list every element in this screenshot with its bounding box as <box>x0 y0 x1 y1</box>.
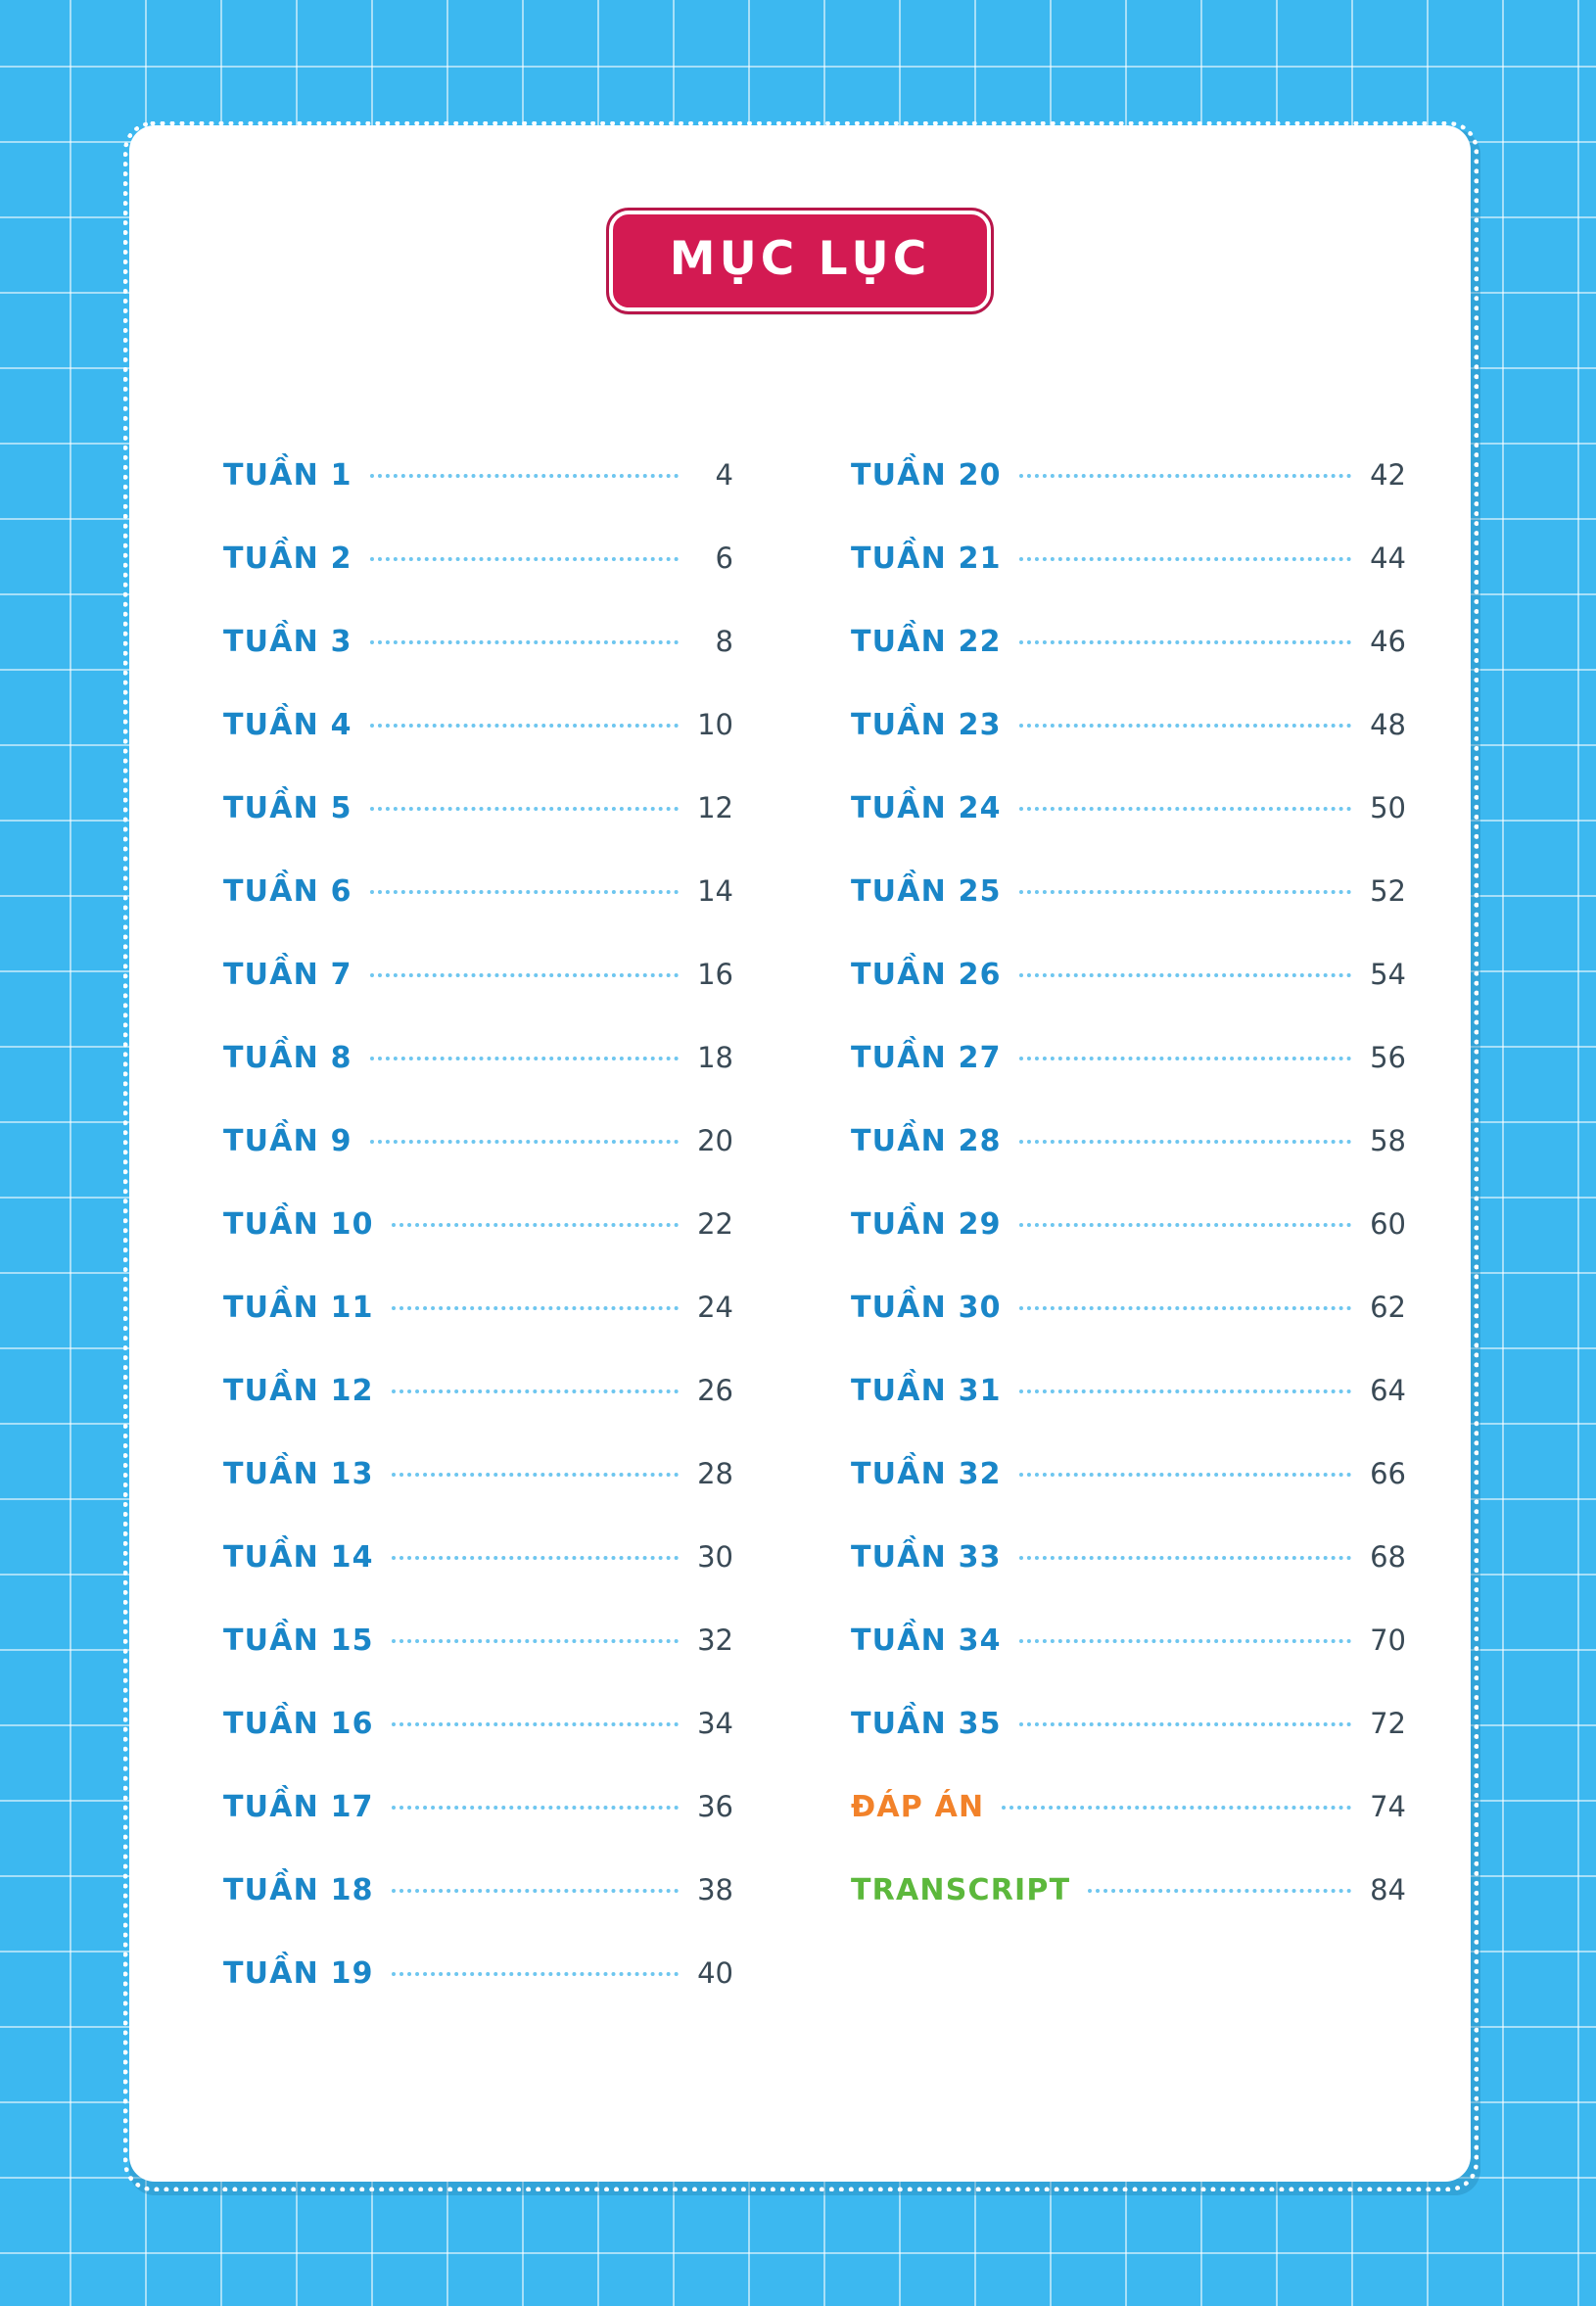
toc-entry-label: TUẦN 16 <box>223 1707 374 1741</box>
toc-dot-leader <box>1019 1389 1351 1393</box>
toc-entry[interactable] <box>223 458 733 541</box>
toc-dot-leader <box>1019 1639 1351 1643</box>
toc-entry-page-number: 22 <box>697 1207 733 1241</box>
toc-dot-leader <box>370 1057 679 1060</box>
toc-dot-leader <box>370 724 679 728</box>
toc-entry-page-number: 70 <box>1370 1624 1406 1657</box>
toc-entry-page-number: 56 <box>1370 1041 1406 1074</box>
toc-entry[interactable] <box>223 958 733 1041</box>
toc-dot-leader <box>1019 1223 1351 1227</box>
toc-dot-leader <box>1019 1306 1351 1310</box>
toc-entry-page-number: 14 <box>697 874 733 908</box>
toc-entry[interactable] <box>223 1707 733 1790</box>
toc-entry-label: TUẦN 30 <box>851 1291 1002 1325</box>
toc-dot-leader <box>1019 1556 1351 1560</box>
toc-entry[interactable] <box>851 791 1406 874</box>
toc-entry-label: TUẦN 11 <box>223 1291 374 1325</box>
toc-entry-label: TUẦN 22 <box>851 625 1002 659</box>
toc-entry-label: TUẦN 32 <box>851 1457 1002 1491</box>
toc-dot-leader <box>1019 890 1351 894</box>
toc-dot-leader <box>392 1889 679 1893</box>
toc-entry[interactable] <box>223 1540 733 1624</box>
toc-dot-leader <box>370 557 679 561</box>
toc-entry[interactable] <box>851 541 1406 625</box>
toc-dot-leader <box>370 973 679 977</box>
toc-entry[interactable] <box>223 874 733 958</box>
toc-dot-leader <box>1019 1722 1351 1726</box>
toc-entry-label: TUẦN 34 <box>851 1624 1002 1658</box>
toc-entry-page-number: 64 <box>1370 1374 1406 1407</box>
toc-entry-label: TUẦN 33 <box>851 1540 1002 1575</box>
toc-entry[interactable] <box>851 458 1406 541</box>
toc-entry-label: TUẦN 15 <box>223 1624 374 1658</box>
toc-entry[interactable] <box>223 1624 733 1707</box>
toc-entry-label: TUẦN 3 <box>223 625 352 659</box>
toc-entry-page-number: 50 <box>1370 791 1406 824</box>
toc-dot-leader <box>370 640 679 644</box>
toc-entry-label: TUẦN 21 <box>851 541 1002 576</box>
toc-entry-label: TUẦN 14 <box>223 1540 374 1575</box>
toc-dot-leader <box>392 1556 679 1560</box>
table-of-contents-card <box>129 125 1471 2182</box>
toc-entry-label: TUẦN 31 <box>851 1374 1002 1408</box>
toc-entry[interactable] <box>851 1291 1406 1374</box>
toc-dot-leader <box>392 1639 679 1643</box>
toc-entry-label: TRANSCRIPT <box>851 1873 1071 1907</box>
toc-entry-page-number: 44 <box>1370 541 1406 575</box>
toc-entry-label: TUẦN 20 <box>851 458 1002 493</box>
toc-entry-label: ĐÁP ÁN <box>851 1790 985 1824</box>
toc-entry[interactable] <box>223 1956 733 2040</box>
toc-entry-page-number: 4 <box>715 458 733 492</box>
toc-entry-label: TUẦN 27 <box>851 1041 1002 1075</box>
toc-entry-page-number: 74 <box>1370 1790 1406 1823</box>
toc-entry[interactable] <box>851 1374 1406 1457</box>
toc-dot-leader <box>370 807 679 811</box>
toc-entry-page-number: 20 <box>697 1124 733 1157</box>
toc-dot-leader <box>392 1722 679 1726</box>
toc-entry-page-number: 42 <box>1370 458 1406 492</box>
toc-entry-label: TUẦN 10 <box>223 1207 374 1242</box>
toc-entry-page-number: 52 <box>1370 874 1406 908</box>
toc-dot-leader <box>1019 557 1351 561</box>
toc-entry[interactable] <box>223 1124 733 1207</box>
toc-entry-page-number: 18 <box>697 1041 733 1074</box>
toc-entry[interactable] <box>223 541 733 625</box>
toc-entry[interactable] <box>851 1873 1406 1956</box>
toc-entry-page-number: 36 <box>697 1790 733 1823</box>
toc-entry-page-number: 38 <box>697 1873 733 1906</box>
toc-entry-page-number: 32 <box>697 1624 733 1657</box>
toc-entry[interactable] <box>223 1873 733 1956</box>
toc-entry-label: TUẦN 24 <box>851 791 1002 825</box>
toc-left-column <box>129 458 800 2040</box>
toc-dot-leader <box>392 1473 679 1477</box>
toc-entry-label: TUẦN 2 <box>223 541 352 576</box>
toc-dot-leader <box>370 890 679 894</box>
toc-entry-label: TUẦN 28 <box>851 1124 1002 1158</box>
toc-dot-leader <box>370 474 679 478</box>
page-title-wrapper <box>129 211 1471 311</box>
toc-entry-page-number: 6 <box>715 541 733 575</box>
toc-dot-leader <box>1019 807 1351 811</box>
toc-entry-label: TUẦN 25 <box>851 874 1002 909</box>
toc-entry[interactable] <box>223 1790 733 1873</box>
toc-dot-leader <box>392 1306 679 1310</box>
toc-entry-page-number: 60 <box>1370 1207 1406 1241</box>
toc-entry-label: TUẦN 12 <box>223 1374 374 1408</box>
toc-dot-leader <box>1019 474 1351 478</box>
toc-entry-page-number: 46 <box>1370 625 1406 658</box>
toc-entry-page-number: 10 <box>697 708 733 741</box>
toc-dot-leader <box>392 1389 679 1393</box>
toc-entry-label: TUẦN 4 <box>223 708 352 742</box>
toc-entry[interactable] <box>223 1457 733 1540</box>
toc-entry[interactable] <box>851 625 1406 708</box>
toc-entry-page-number: 58 <box>1370 1124 1406 1157</box>
toc-entry-page-number: 66 <box>1370 1457 1406 1490</box>
toc-entry-label: TUẦN 19 <box>223 1956 374 1991</box>
toc-entry-label: TUẦN 18 <box>223 1873 374 1907</box>
toc-entry-page-number: 72 <box>1370 1707 1406 1740</box>
toc-entry-label: TUẦN 6 <box>223 874 352 909</box>
toc-entry-label: TUẦN 7 <box>223 958 352 992</box>
toc-entry-page-number: 68 <box>1370 1540 1406 1574</box>
toc-entry-label: TUẦN 29 <box>851 1207 1002 1242</box>
toc-entry[interactable] <box>851 1457 1406 1540</box>
toc-entry-page-number: 24 <box>697 1291 733 1324</box>
toc-entry-page-number: 28 <box>697 1457 733 1490</box>
toc-entry[interactable] <box>851 1124 1406 1207</box>
toc-entry[interactable] <box>851 1790 1406 1873</box>
toc-entry[interactable] <box>223 1207 733 1291</box>
toc-dot-leader <box>370 1140 679 1144</box>
toc-entry-label: TUẦN 23 <box>851 708 1002 742</box>
toc-dot-leader <box>1019 640 1351 644</box>
toc-entry-label: TUẦN 1 <box>223 458 352 493</box>
toc-entry-page-number: 48 <box>1370 708 1406 741</box>
toc-entry-page-number: 16 <box>697 958 733 991</box>
toc-dot-leader <box>1019 1140 1351 1144</box>
page-title-badge <box>609 211 991 311</box>
toc-dot-leader <box>1019 1473 1351 1477</box>
toc-entry[interactable] <box>851 874 1406 958</box>
toc-entry[interactable] <box>851 1540 1406 1624</box>
toc-entry[interactable] <box>223 1374 733 1457</box>
toc-entry-page-number: 30 <box>697 1540 733 1574</box>
toc-dot-leader <box>1019 724 1351 728</box>
toc-entry[interactable] <box>851 1207 1406 1291</box>
toc-entry-label: TUẦN 9 <box>223 1124 352 1158</box>
toc-entry-label: TUẦN 5 <box>223 791 352 825</box>
toc-right-column <box>800 458 1471 2040</box>
page-title: MỤC LỤC <box>669 232 931 286</box>
toc-columns <box>129 458 1471 2040</box>
toc-entry-label: TUẦN 26 <box>851 958 1002 992</box>
toc-entry[interactable] <box>223 791 733 874</box>
toc-dot-leader <box>1019 973 1351 977</box>
toc-entry-label: TUẦN 35 <box>851 1707 1002 1741</box>
toc-entry[interactable] <box>851 958 1406 1041</box>
toc-entry[interactable] <box>851 1624 1406 1707</box>
toc-entry[interactable] <box>851 1707 1406 1790</box>
toc-entry-page-number: 62 <box>1370 1291 1406 1324</box>
toc-dot-leader <box>1002 1806 1351 1810</box>
toc-entry[interactable] <box>223 1041 733 1124</box>
toc-entry[interactable] <box>223 625 733 708</box>
toc-entry-page-number: 34 <box>697 1707 733 1740</box>
toc-entry-page-number: 12 <box>697 791 733 824</box>
toc-entry-page-number: 40 <box>697 1956 733 1990</box>
toc-entry-label: TUẦN 13 <box>223 1457 374 1491</box>
toc-entry-page-number: 8 <box>715 625 733 658</box>
toc-entry-label: TUẦN 8 <box>223 1041 352 1075</box>
toc-dot-leader <box>1088 1889 1351 1893</box>
toc-entry-page-number: 54 <box>1370 958 1406 991</box>
toc-dot-leader <box>392 1806 679 1810</box>
toc-dot-leader <box>392 1223 679 1227</box>
toc-dot-leader <box>392 1972 679 1976</box>
toc-entry[interactable] <box>851 1041 1406 1124</box>
toc-entry-page-number: 26 <box>697 1374 733 1407</box>
toc-entry-label: TUẦN 17 <box>223 1790 374 1824</box>
toc-dot-leader <box>1019 1057 1351 1060</box>
toc-entry[interactable] <box>223 708 733 791</box>
toc-entry[interactable] <box>223 1291 733 1374</box>
toc-entry-page-number: 84 <box>1370 1873 1406 1906</box>
toc-entry[interactable] <box>851 708 1406 791</box>
